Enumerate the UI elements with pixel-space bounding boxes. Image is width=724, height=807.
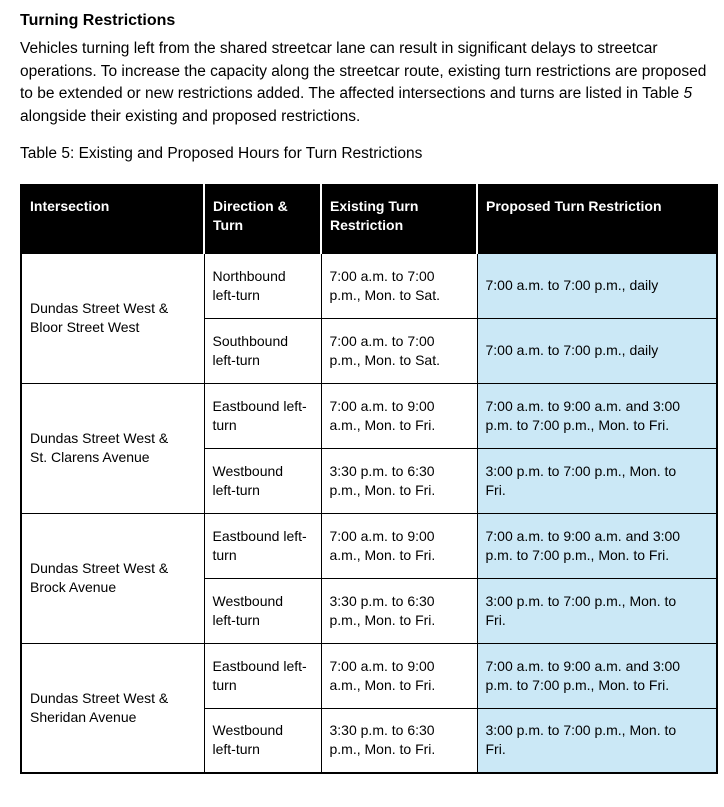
header-proposed-restriction: Proposed Turn Restriction bbox=[477, 185, 717, 253]
table-row bbox=[21, 513, 717, 578]
section-heading: Turning Restrictions bbox=[20, 12, 176, 29]
table-ref-number: 5 bbox=[683, 85, 693, 102]
table-row bbox=[21, 643, 717, 708]
proposed-cell: 7:00 a.m. to 9:00 a.m. and 3:00 p.m. to 7:00 p.m., Mon. to Fri. bbox=[477, 513, 717, 578]
proposed-cell: 3:00 p.m. to 7:00 p.m., Mon. to Fri. bbox=[477, 578, 717, 643]
existing-cell: 3:30 p.m. to 6:30 p.m., Mon. to Fri. bbox=[321, 708, 477, 773]
direction-cell: Eastbound left-turn bbox=[204, 643, 321, 708]
existing-cell: 7:00 a.m. to 9:00 a.m., Mon. to Fri. bbox=[321, 513, 477, 578]
proposed-cell: 3:00 p.m. to 7:00 p.m., Mon. to Fri. bbox=[477, 448, 717, 513]
direction-cell: Westbound left-turn bbox=[204, 578, 321, 643]
paragraph-text-before-ref: Vehicles turning left from the shared streetcar lane can result in significant delays to streetcar operations. To increase the capacity along the streetcar route, existing turn restrictions are proposed to be extended or new restrictions added. The affected intersections and turns are listed in Table bbox=[20, 40, 707, 102]
table-header-row bbox=[21, 185, 717, 253]
paragraph-text-after-ref: alongside their existing and proposed restrictions. bbox=[20, 107, 361, 125]
direction-cell: Westbound left-turn bbox=[204, 708, 321, 773]
turn-restrictions-table bbox=[20, 184, 718, 774]
direction-cell: Eastbound left-turn bbox=[204, 383, 321, 448]
header-existing-restriction: Existing Turn Restriction bbox=[321, 185, 477, 253]
existing-cell: 7:00 a.m. to 7:00 p.m., Mon. to Sat. bbox=[321, 318, 477, 383]
intro-paragraph bbox=[20, 38, 712, 128]
table-row bbox=[21, 383, 717, 448]
existing-cell: 3:30 p.m. to 6:30 p.m., Mon. to Fri. bbox=[321, 578, 477, 643]
header-direction-turn: Direction & Turn bbox=[204, 185, 321, 253]
existing-cell: 3:30 p.m. to 6:30 p.m., Mon. to Fri. bbox=[321, 448, 477, 513]
existing-cell: 7:00 a.m. to 7:00 p.m., Mon. to Sat. bbox=[321, 253, 477, 318]
intersection-cell: Dundas Street West & St. Clarens Avenue bbox=[21, 383, 204, 513]
proposed-cell: 3:00 p.m. to 7:00 p.m., Mon. to Fri. bbox=[477, 708, 717, 773]
table-row bbox=[21, 253, 717, 318]
proposed-cell: 7:00 a.m. to 7:00 p.m., daily bbox=[477, 318, 717, 383]
proposed-cell: 7:00 a.m. to 9:00 a.m. and 3:00 p.m. to 7:00 p.m., Mon. to Fri. bbox=[477, 383, 717, 448]
intersection-cell: Dundas Street West & Bloor Street West bbox=[21, 253, 204, 383]
intersection-cell: Dundas Street West & Sheridan Avenue bbox=[21, 643, 204, 773]
table-caption: Table 5: Existing and Proposed Hours for Turn Restrictions bbox=[20, 145, 423, 162]
existing-cell: 7:00 a.m. to 9:00 a.m., Mon. to Fri. bbox=[321, 643, 477, 708]
intersection-cell: Dundas Street West & Brock Avenue bbox=[21, 513, 204, 643]
direction-cell: Northbound left-turn bbox=[204, 253, 321, 318]
proposed-cell: 7:00 a.m. to 7:00 p.m., daily bbox=[477, 253, 717, 318]
proposed-cell: 7:00 a.m. to 9:00 a.m. and 3:00 p.m. to 7:00 p.m., Mon. to Fri. bbox=[477, 643, 717, 708]
header-intersection: Intersection bbox=[21, 185, 204, 253]
direction-cell: Westbound left-turn bbox=[204, 448, 321, 513]
direction-cell: Eastbound left-turn bbox=[204, 513, 321, 578]
existing-cell: 7:00 a.m. to 9:00 a.m., Mon. to Fri. bbox=[321, 383, 477, 448]
direction-cell: Southbound left-turn bbox=[204, 318, 321, 383]
